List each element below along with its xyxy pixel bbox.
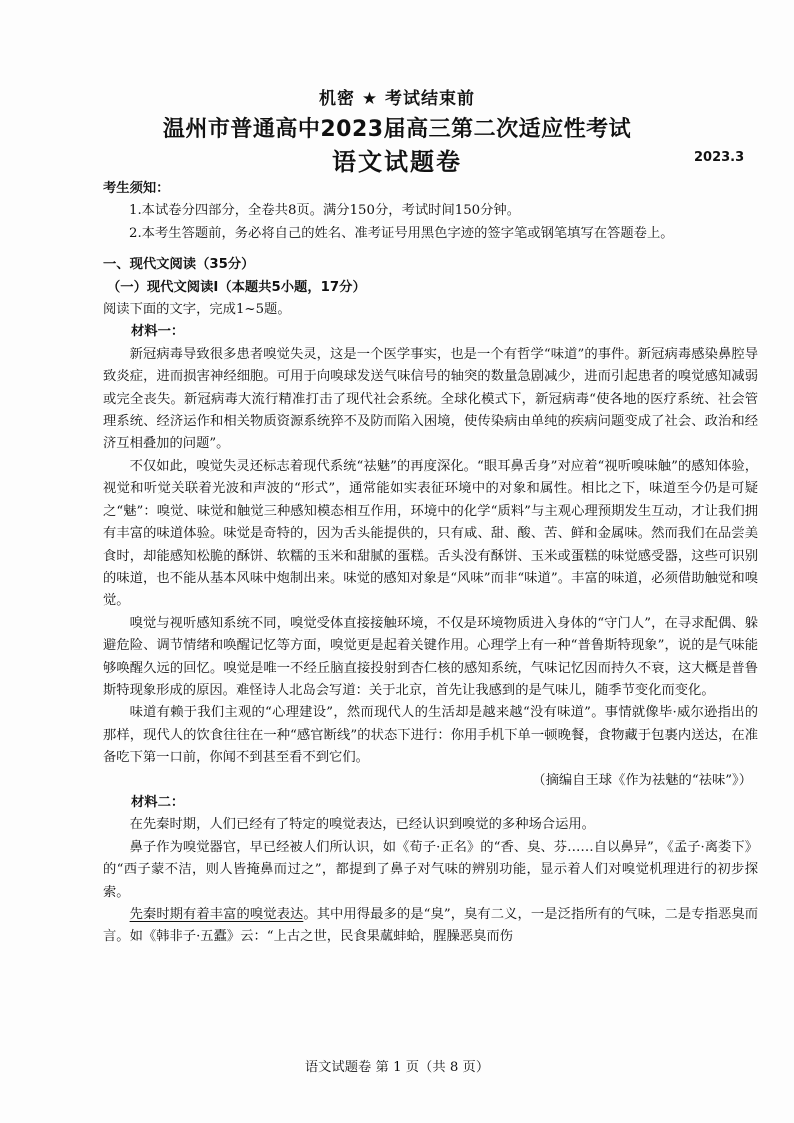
material-2-paragraph bbox=[103, 904, 758, 949]
notice-item-2: 2.本考生答题前，务必将自己的姓名、准考证号用黑色字迹的签字笔或钢笔填写在答题卷上。 bbox=[129, 225, 674, 241]
underlined-phrase: 先秦时期有着丰富的嗅觉表达 bbox=[129, 907, 304, 922]
material-1-paragraph: 味道有赖于我们主观的“心理建设”，然而现代人的生活却是越来越“没有味道”。事情就像毕·威尔逊指出的那样，现代人的饮食往往在一种“感官断线”的状态下进行：你用手机下单一顿晚餐，食物藏于包裹内送达，在准备吃下第一口前，你闻不到甚至看不到它们。 bbox=[103, 705, 758, 766]
material-1-heading: 材料一： bbox=[131, 324, 185, 340]
subject-title: 语文试题卷 bbox=[332, 148, 462, 176]
material-1-paragraph: 嗅觉与视听感知系统不同，嗅觉受体直接接触环境，不仅是环境物质进入身体的“守门人”，在寻求配偶、躲避危险、调节情绪和唤醒记忆等方面，嗅觉更是起着关键作用。心理学上有一种“普鲁斯特现象”，说的是气味能够唤醒久远的回忆。嗅觉是唯一不经丘脑直接投射到杏仁核的感知系统，气味记忆因而持久不衰，这大概是普鲁斯特现象形成的原因。难怪诗人北岛会写道：关于北京，首先让我感到的是气味儿，随季节变化而变化。 bbox=[103, 615, 758, 698]
material-1-paragraph: 不仅如此，嗅觉失灵还标志着现代系统“祛魅”的再度深化。“眼耳鼻舌身”对应着“视听嗅味触”的感知体验，视觉和听觉关联着光波和声波的“形式”，通常能如实表征环境中的对象和属性。相比之下，味道至今仍是可疑之“魅”：嗅觉、味觉和触觉三种感知模态相互作用，环境中的化学“质料”与主观心理预期发生互动，才让我们拥有丰富的味道体验。味觉是奇特的，因为舌头能提供的，只有咸、甜、酸、苦、鲜和金属味。然而我们在品尝美食时，却能感知松脆的酥饼、软糯的玉米和甜腻的蛋糕。舌头没有酥饼、玉米或蛋糕的味觉感受器，这些可识别的味道，也不能从基本风味中炮制出来。味觉的感知对象是“风味”而非“味道”。丰富的味道，必须借助触觉和嗅觉。 bbox=[103, 458, 758, 609]
exam-content bbox=[103, 178, 758, 949]
confidential-label: 机密 ★ 考试结束前 bbox=[318, 89, 476, 109]
section-heading: 一、现代文阅读（35分） bbox=[103, 257, 255, 273]
reading-instruction: 阅读下面的文字，完成1~5题。 bbox=[103, 302, 291, 318]
notice-item-1: 1.本试卷分四部分，全卷共8页。满分150分，考试时间150分钟。 bbox=[129, 203, 521, 219]
exam-date: 2023.3 bbox=[694, 150, 745, 165]
material-1-paragraph: 新冠病毒导致很多患者嗅觉失灵，这是一个医学事实，也是一个有哲学“味道”的事件。新冠病毒感染鼻腔导致炎症，进而损害神经细胞。可用于向嗅球发送气味信号的轴突的数量急剧减少，进而引起患者的嗅觉感知减弱或完全丧失。新冠病毒大流行精准打击了现代社会系统。全球化模式下，新冠病毒“使各地的医疗系统、社会管理系统、经济运作和相关物质资源系统猝不及防而陷入困境，使传染病由单纯的疾病问题变成了社会、政治和经济互相叠加的问题”。 bbox=[103, 346, 758, 452]
subsection-heading: （一）现代文阅读Ⅰ（本题共5小题，17分） bbox=[107, 279, 366, 295]
material-2-heading: 材料二： bbox=[131, 794, 185, 810]
material-2-paragraph-text: 。其中用得最多的是“臭”，臭有二义，一是泛指所有的气味，二是专指恶臭而言。如《韩非子·五蠹》云：“上古之世，民食果蓏蚌蛤，腥臊恶臭而伤 bbox=[103, 907, 758, 945]
material-1-source: （摘编自王球《作为祛魅的“祛味”》） bbox=[532, 772, 752, 788]
material-2-paragraph: 鼻子作为嗅觉器官，早已经被人们所认识，如《荀子·正名》的“香、臭、芬……自以鼻异”，《孟子·离娄下》的“西子蒙不洁，则人皆掩鼻而过之”，都提到了鼻子对气味的辨别功能，显示着人们对嗅觉机理进行的初步探索。 bbox=[103, 839, 758, 900]
page-footer: 语文试题卷 第 1 页（共 8 页） bbox=[304, 1060, 490, 1075]
exam-title: 温州市普通高中2023届高三第二次适应性考试 bbox=[162, 117, 632, 142]
material-2-paragraph: 在先秦时期，人们已经有了特定的嗅觉表达，已经认识到嗅觉的多种场合运用。 bbox=[129, 817, 595, 833]
notice-heading: 考生须知： bbox=[103, 181, 170, 196]
